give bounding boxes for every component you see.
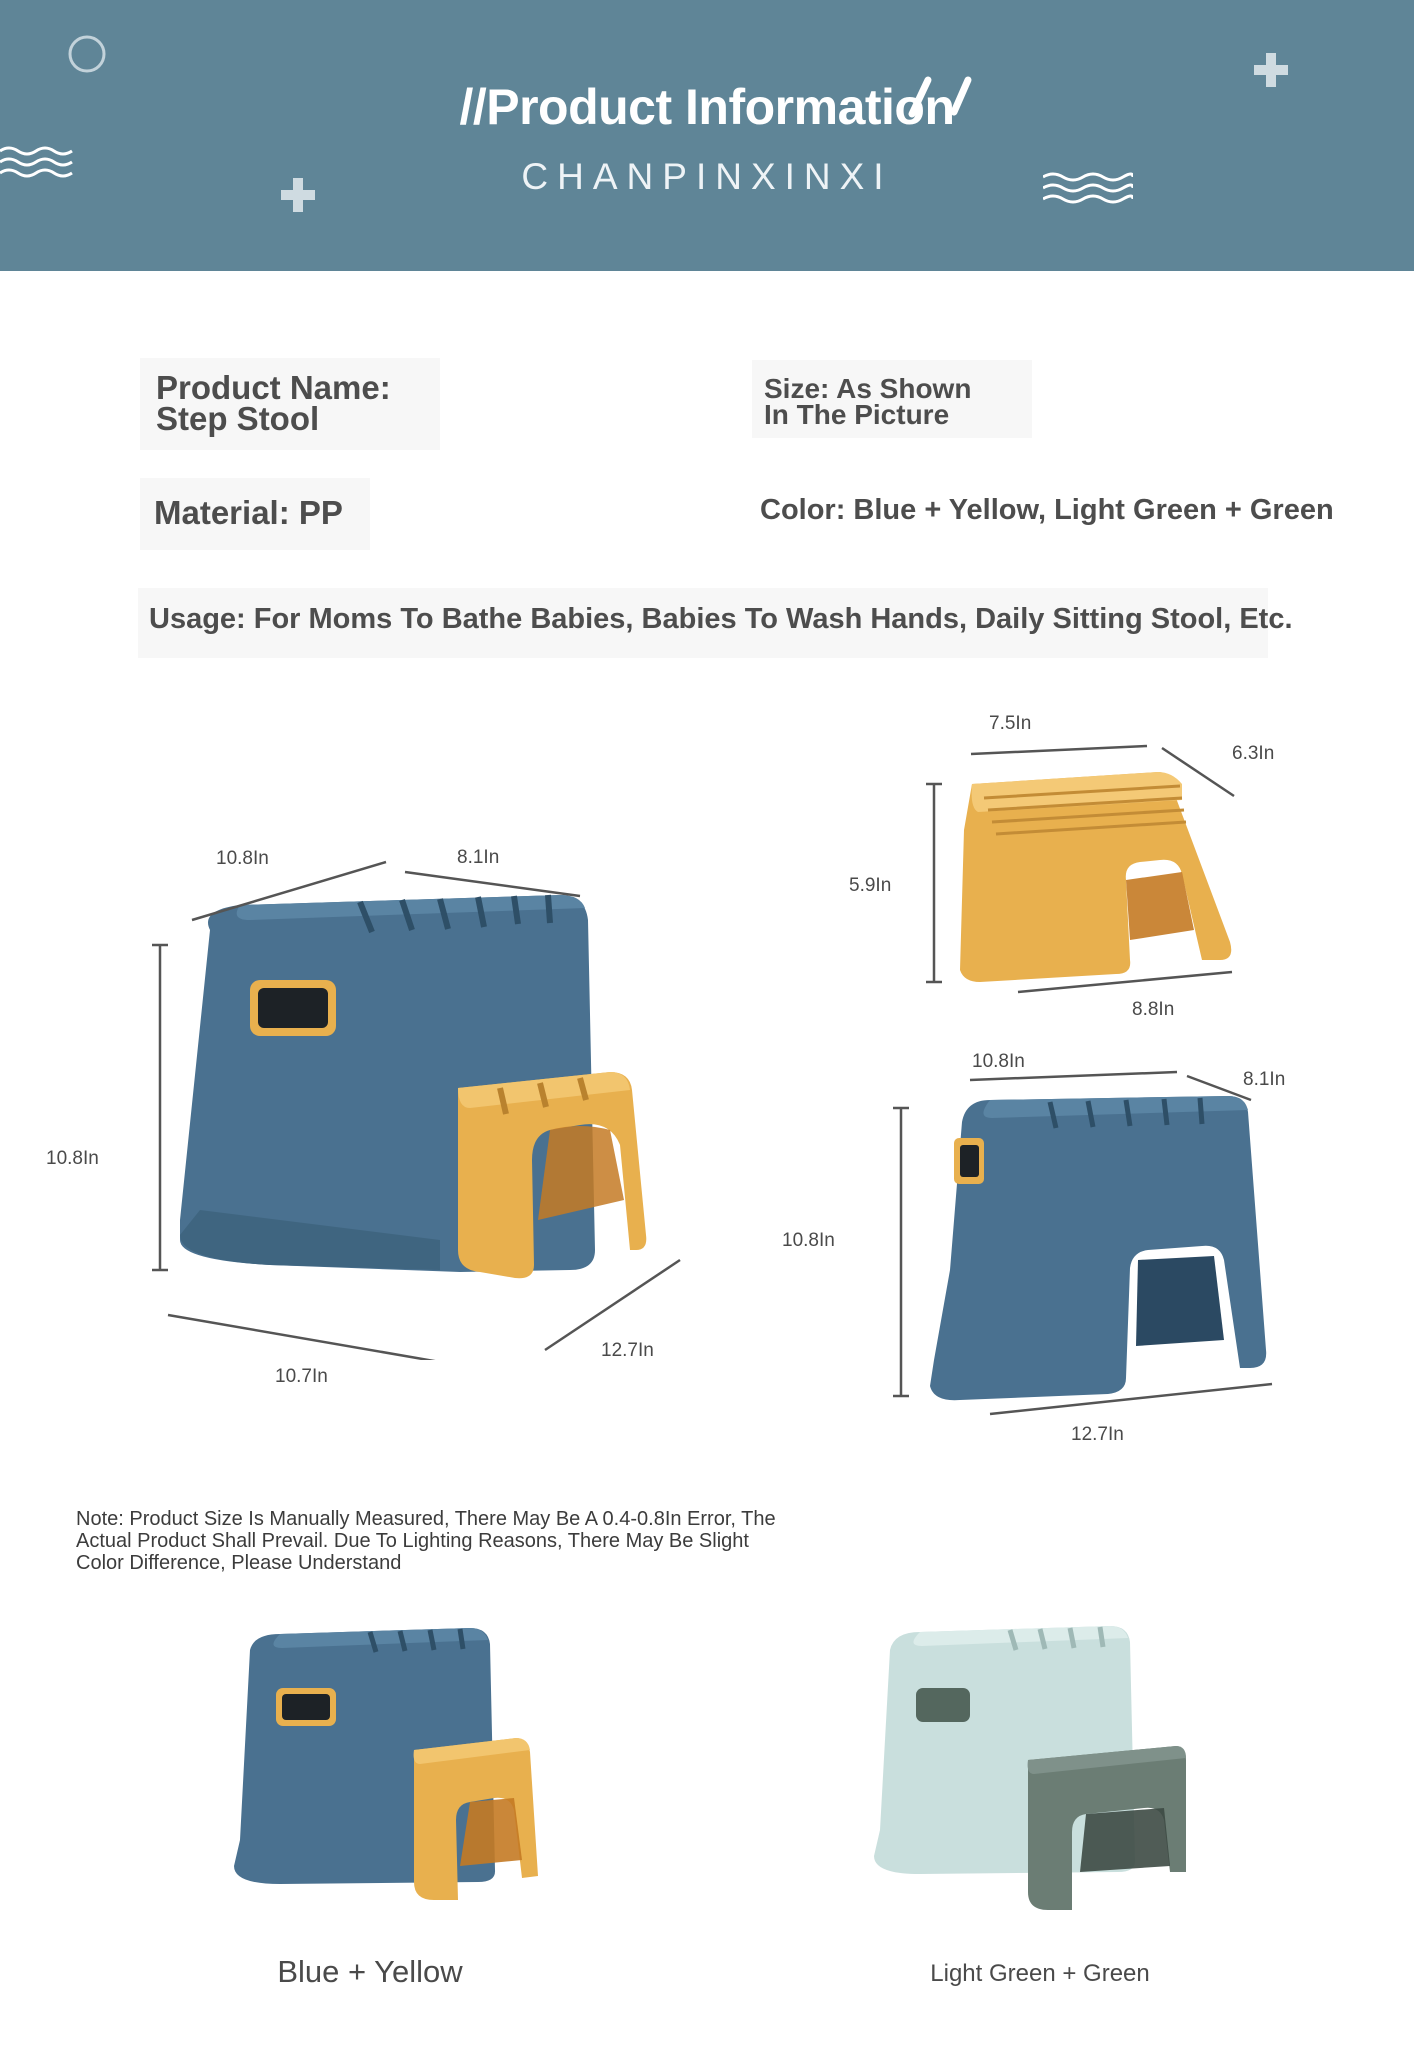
large-stool-image (880, 1060, 1300, 1430)
product-name-block (156, 369, 391, 437)
size-line-1: Size: As Shown (764, 373, 972, 404)
combo-dim-bottom-left: 10.7In (275, 1366, 328, 1387)
combo-stool-image (140, 840, 820, 1360)
product-name-value: Step Stool (156, 400, 320, 437)
large-dim-top: 10.8In (972, 1051, 1025, 1072)
variant-label-blue-yellow: Blue + Yellow (277, 1954, 463, 1989)
size-note: Note: Product Size Is Manually Measured, There May Be A 0.4-0.8In Error, The Actual Product Shall Prevail. Due To Lighting Reasons, There May Be Slight Color Difference, Please Understand (76, 1508, 776, 1574)
size-line-2: In The Picture (764, 399, 950, 430)
large-dim-bottom: 12.7In (1071, 1424, 1124, 1445)
banner-subtitle: CHANPINXINXI (521, 156, 893, 197)
banner-title: //Product Information (459, 79, 955, 135)
combo-dim-top-right: 8.1In (457, 847, 500, 868)
variant-image-light-green-green (860, 1610, 1200, 1920)
circle-decoration-icon (66, 33, 108, 75)
combo-dim-height: 10.8In (46, 1148, 99, 1169)
variant-image-blue-yellow (220, 1620, 560, 1930)
usage-label: Usage: For Moms To Bathe Babies, Babies To Wash Hands, Daily Sitting Stool, Etc. (149, 603, 1293, 635)
variant-label-light-green-green: Light Green + Green (930, 1960, 1150, 1987)
combo-dim-top-left: 10.8In (216, 848, 269, 869)
small-dim-bottom: 8.8In (1132, 999, 1175, 1020)
combo-dim-bottom-right: 12.7In (601, 1340, 654, 1361)
small-stool-image (920, 720, 1260, 1020)
product-name-label: Product Name: (156, 369, 391, 406)
color-label: Color: Blue + Yellow, Light Green + Green (760, 494, 1334, 526)
large-dim-height: 10.8In (782, 1230, 835, 1251)
material-label: Material: PP (154, 494, 343, 531)
large-dim-top-side: 8.1In (1243, 1069, 1286, 1090)
size-block (764, 373, 972, 430)
small-dim-height: 5.9In (849, 875, 892, 896)
small-dim-top-side: 6.3In (1232, 743, 1275, 764)
header-banner (0, 0, 1414, 271)
small-dim-top: 7.5In (989, 713, 1032, 734)
